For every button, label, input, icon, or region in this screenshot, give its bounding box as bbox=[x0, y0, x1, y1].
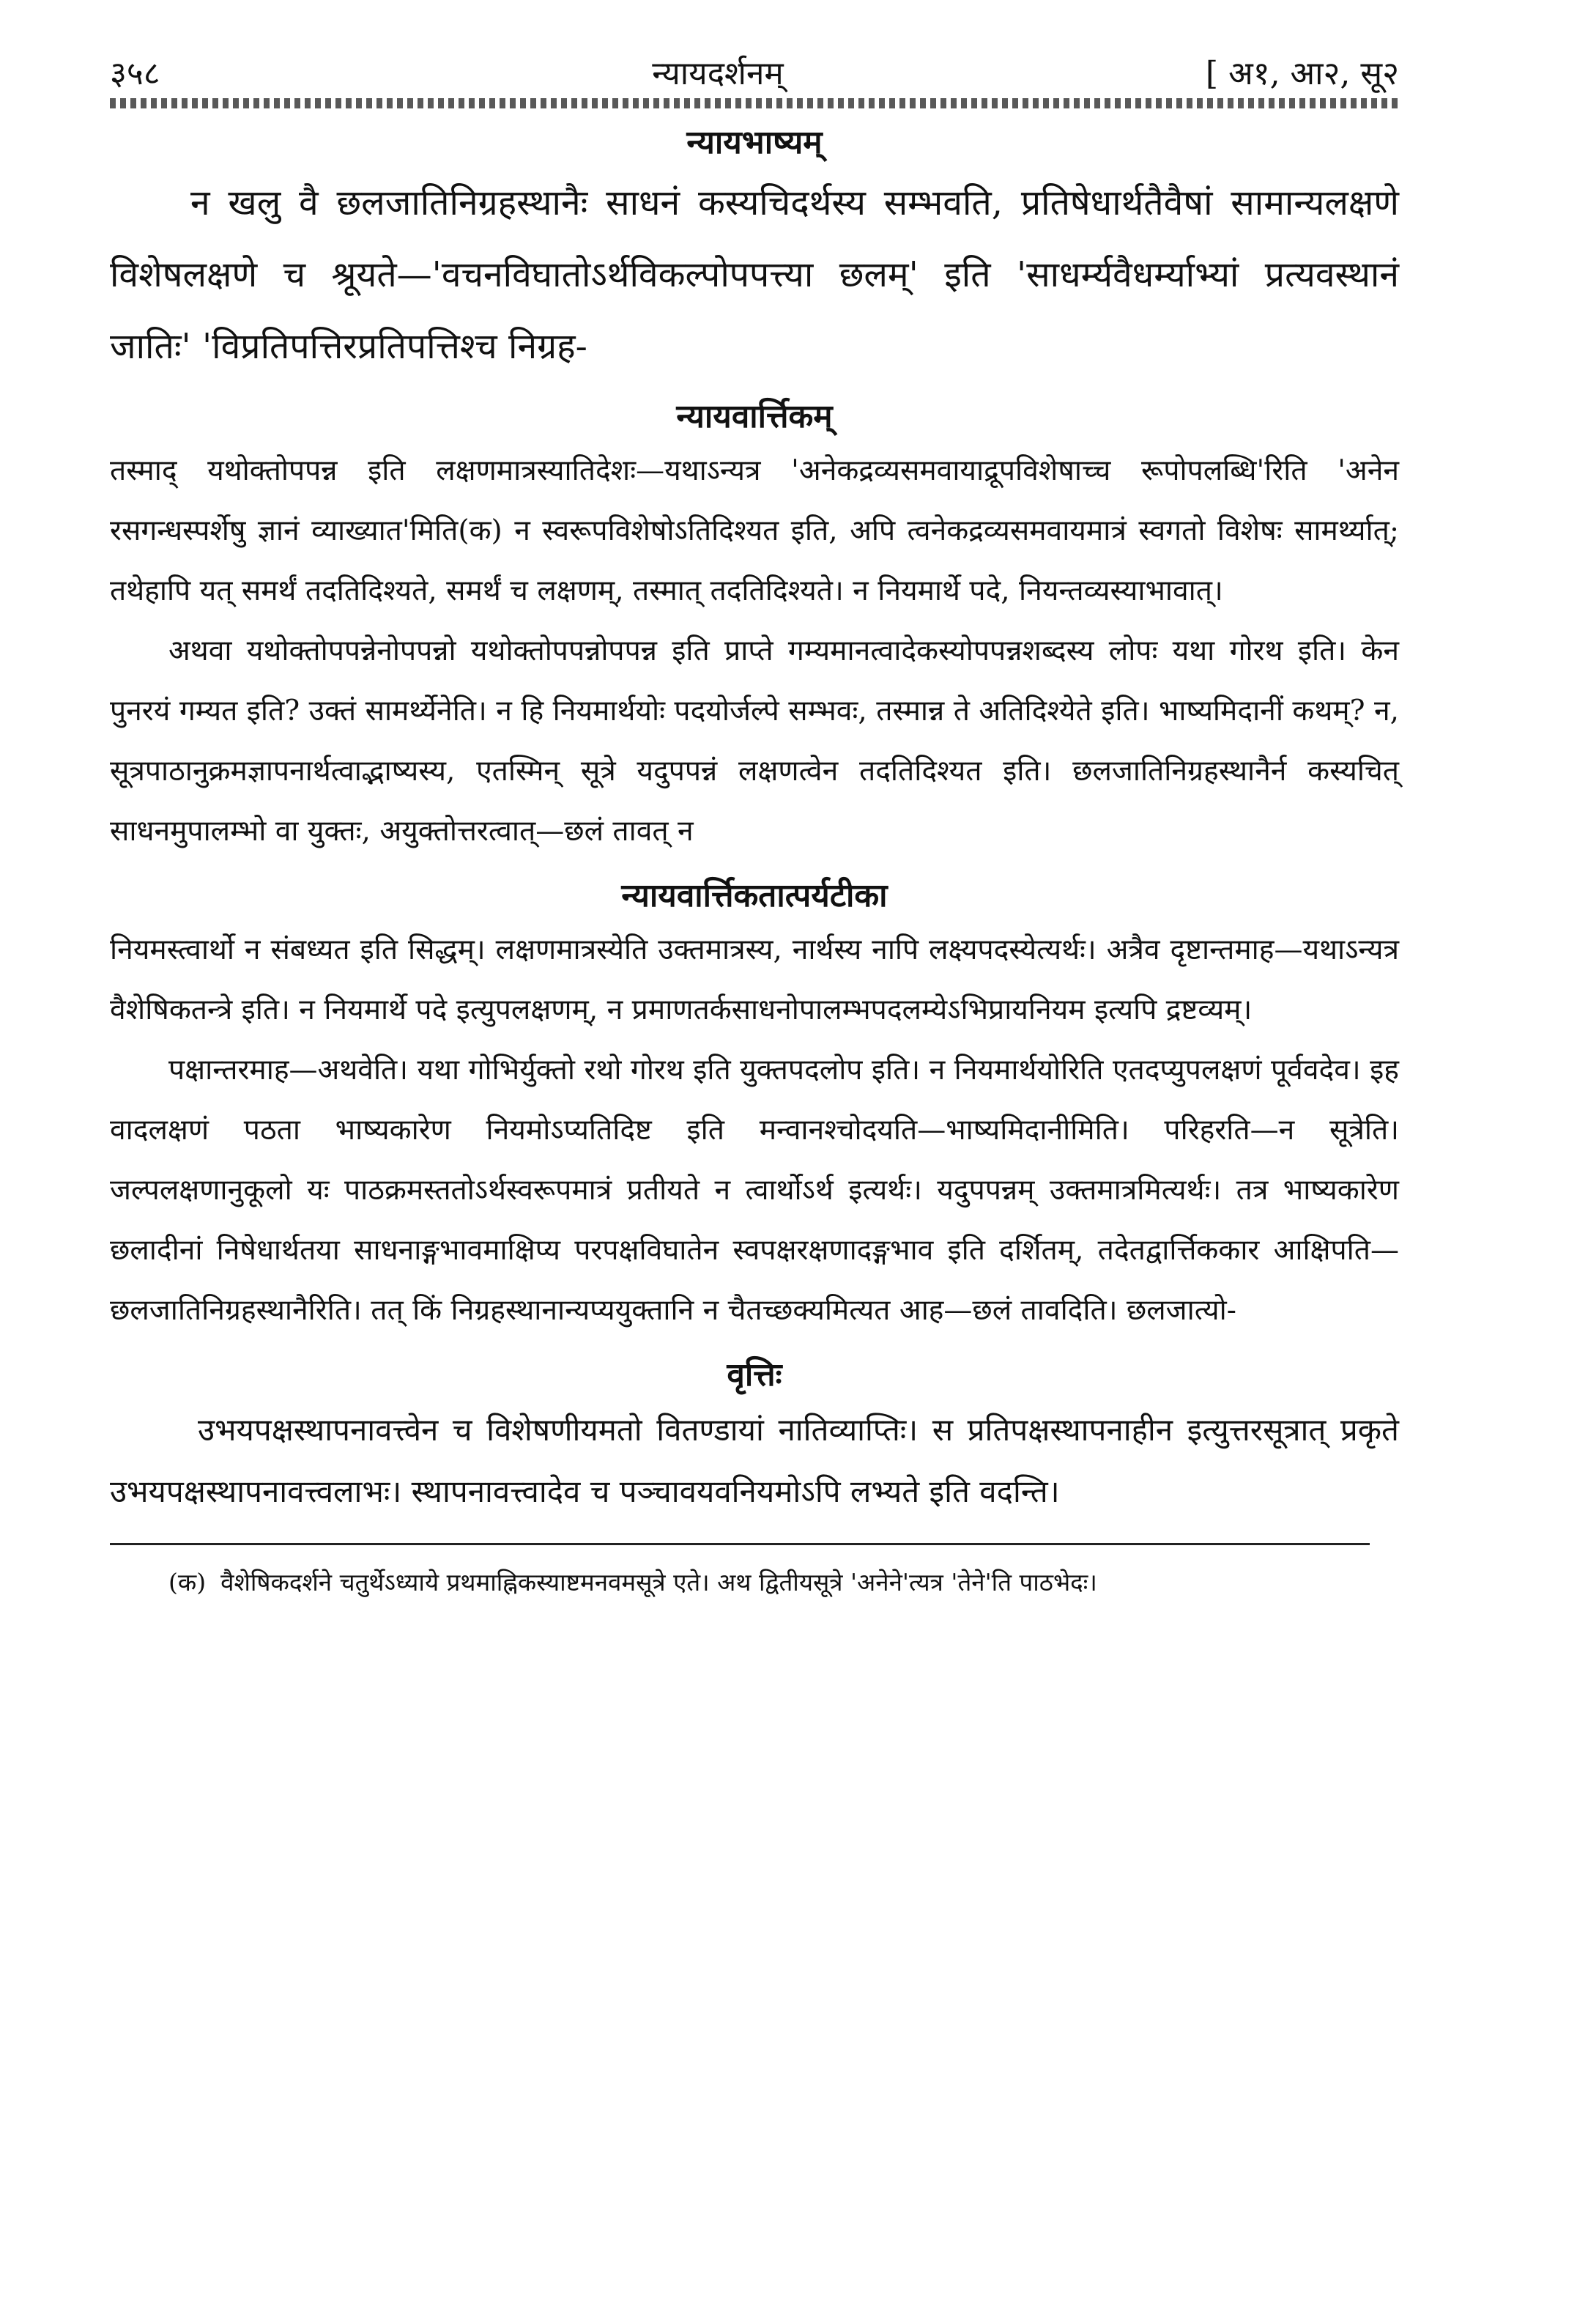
running-header bbox=[110, 29, 1399, 94]
section-reference: [ अ१, आ२, सू२ bbox=[1205, 55, 1399, 92]
bhashya-title: न्यायभाष्यम् bbox=[686, 124, 823, 161]
vritti-section bbox=[110, 1351, 1399, 1522]
vartika-section bbox=[110, 393, 1399, 862]
running-title: न्यायदर्शनम् bbox=[652, 55, 784, 92]
vritti-title: वृत्तिः bbox=[727, 1356, 782, 1394]
vartika-paragraph: तस्माद् यथोक्तोपपन्न इति लक्षणमात्रस्यातिदेशः—यथाऽन्यत्र 'अनेकद्रव्यसमवायाद्रूपविशेषाच्च रूपोपलब्धि'रिति 'अनेन रसगन्धस्पर्शेषु ज्ञानं व्याख्यात'मिति(क) न स्वरूपविशेषोऽतिदिश्यत इति, अपि त्वनेकद्रव्यसमवायमात्रं स्वगतो विशेषः सामर्थ्यात्; तथेहापि यत् समर्थं तदतिदिश्यते, समर्थं च लक्षणम्, तस्मात् तदतिदिश्यते। न नियमार्थे पदे, नियन्तव्यस्याभावात्। bbox=[110, 454, 1399, 607]
header-rule bbox=[110, 98, 1399, 108]
vritti-text: उभयपक्षस्थापनावत्त्वेन च विशेषणीयमतो वितण्डायां नातिव्याप्तिः। स प्रतिपक्षस्थापनाहीन इत्युत्तरसूत्रात् प्रकृते उभयपक्षस्थापनावत्त्वलाभः। स्थापनावत्त्वादेव च पञ्चावयवनियमोऽपि लभ्यते इति वदन्ति। bbox=[110, 1412, 1399, 1509]
tika-paragraph: नियमस्त्वार्थो न संबध्यत इति सिद्धम्। लक्षणमात्रस्येति उक्तमात्रस्य, नार्थस्य नापि लक्ष्यपदस्येत्यर्थः। अत्रैव दृष्टान्तमाह—यथाऽन्यत्र वैशेषिकतन्त्रे इति। न नियमार्थे पदे इत्युपलक्षणम्, न प्रमाणतर्कसाधनोपालम्भपदलम्येऽभिप्रायनियम इत्यपि द्रष्टव्यम्। bbox=[110, 933, 1399, 1026]
bhashya-section bbox=[110, 119, 1399, 382]
page bbox=[110, 29, 1399, 1607]
vartika-paragraph: अथवा यथोक्तोपपन्नेनोपपन्नो यथोक्तोपपन्नोपपन्न इति प्राप्ते गम्यमानत्वादेकस्योपपन्नशब्दस्य लोपः यथा गोरथ इति। केन पुनरयं गम्यत इति? उक्तं सामर्थ्येनेति। न हि नियमार्थयोः पदयोर्जल्पे सम्भवः, तस्मान्न ते अतिदिश्येते इति। भाष्यमिदानीं कथम्? न, सूत्रपाठानुक्रमज्ञापनार्थत्वाद्भाष्यस्य, एतस्मिन् सूत्रे यदुपपन्नं लक्षणत्वेन तदतिदिश्यत इति। छलजातिनिग्रहस्थानैर्न कस्यचित् साधनमुपालम्भो वा युक्तः, अयुक्तोत्तरत्वात्—छलं तावत् न bbox=[110, 634, 1399, 848]
footnote bbox=[110, 1558, 1399, 1607]
page-number: ३५८ bbox=[110, 55, 160, 92]
bhashya-text: न खलु वै छलजातिनिग्रहस्थानैः साधनं कस्यचिदर्थस्य सम्भवति, प्रतिषेधार्थतैवैषां सामान्यलक्षणे विशेषलक्षणे च श्रूयते—'वचनविघातोऽर्थविकल्पोपपत्त्या छलम्' इति 'साधर्म्यवैधर्म्याभ्यां प्रत्यवस्थानं जातिः' 'विप्रतिपत्तिरप्रतिपत्तिश्च निग्रह- bbox=[110, 182, 1399, 367]
footnote-text: वैशेषिकदर्शने चतुर्थेऽध्याये प्रथमाह्निकस्याष्टमनवमसूत्रे एते। अथ द्वितीयसूत्रे 'अनेने'त्यत्र 'तेने'ति पाठभेदः। bbox=[220, 1568, 1097, 1596]
tika-section bbox=[110, 872, 1399, 1341]
footnote-mark: (क) bbox=[168, 1568, 207, 1596]
footnote-rule bbox=[110, 1543, 1370, 1545]
vartika-title: न्यायवार्त्तिकम् bbox=[676, 398, 833, 435]
tika-paragraph: पक्षान्तरमाह—अथवेति। यथा गोभिर्युक्तो रथो गोरथ इति युक्तपदलोप इति। न नियमार्थयोरिति एतदप्युपलक्षणं पूर्ववदेव। इह वादलक्षणं पठता भाष्यकारेण नियमोऽप्यतिदिष्ट इति मन्वानश्चोदयति—भाष्यमिदानीमिति। परिहरति—न सूत्रेति। जल्पलक्षणानुकूलो यः पाठक्रमस्ततोऽर्थस्वरूपमात्रं प्रतीयते न त्वार्थोऽर्थ इत्यर्थः। यदुपपन्नम् उक्तमात्रमित्यर्थः। तत्र भाष्यकारेण छलादीनां निषेधार्थतया साधनाङ्गभावमाक्षिप्य परपक्षविघातेन स्वपक्षरक्षणादङ्गभाव इति दर्शितम्, तदेतद्वार्त्तिककार आक्षिपति—छलजातिनिग्रहस्थानैरिति। तत् किं निग्रहस्थानान्यप्ययुक्तानि न चैतच्छक्यमित्यत आह—छलं तावदिति। छलजात्यो- bbox=[110, 1054, 1399, 1327]
tika-title: न्यायवार्त्तिकतात्पर्यटीका bbox=[621, 877, 888, 914]
